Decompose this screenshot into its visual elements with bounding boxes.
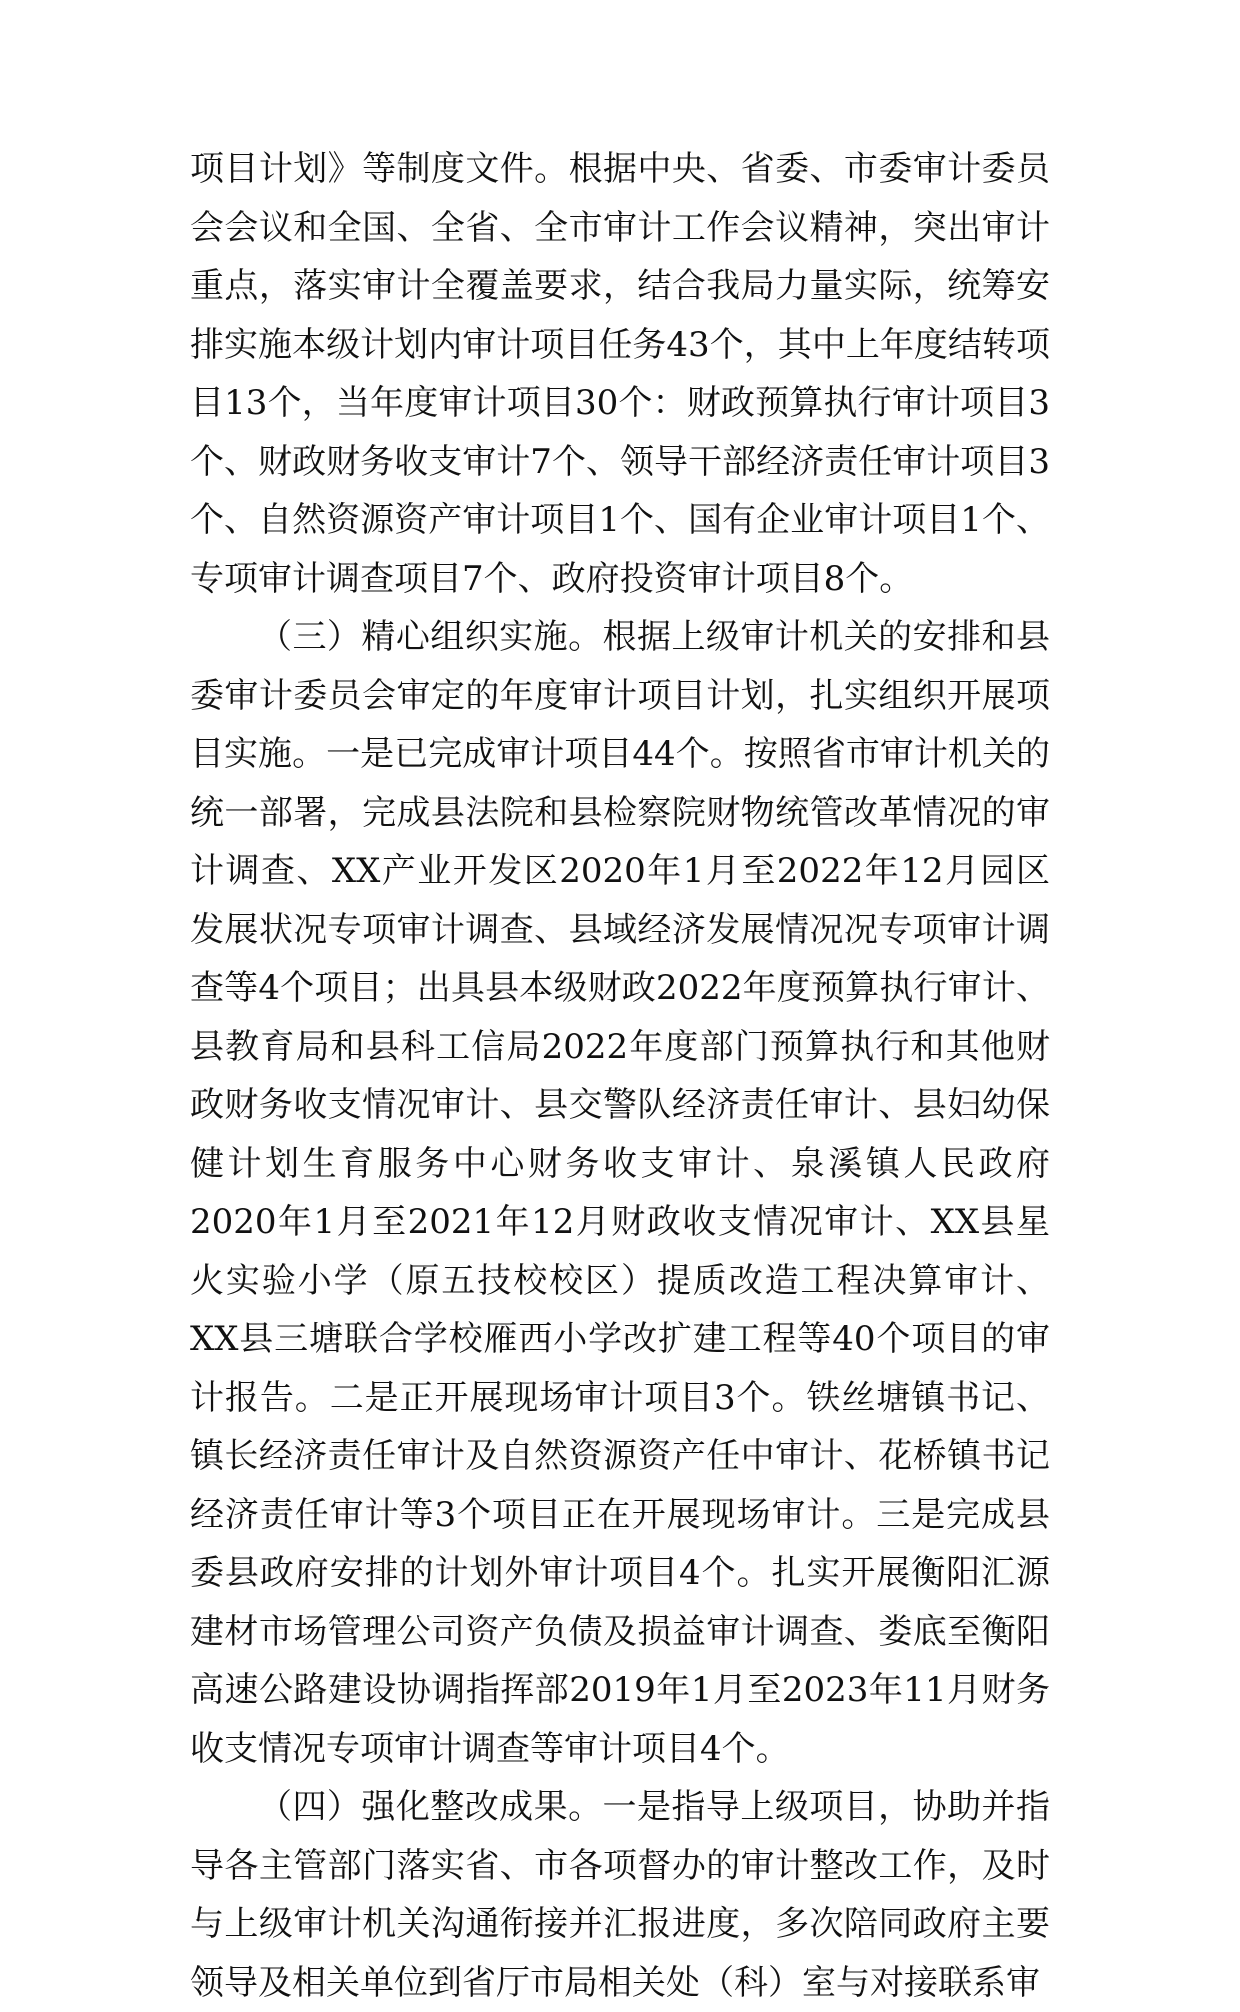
document-body [190, 140, 1050, 2012]
paragraph-section-four: （四）强化整改成果。一是指导上级项目，协助并指导各主管部门落实省、市各项督办的审计整改工作，及时与上级审计机关沟通衔接并汇报进度，多次陪同政府主要领导及相关单位到省厅市局相关处（科）室与对接联系审 [190, 1787, 1050, 2003]
paragraph-plan-summary: 项目计划》等制度文件。根据中央、省委、市委审计委员会会议和全国、全省、全市审计工作会议精神，突出审计重点，落实审计全覆盖要求，结合我局力量实际，统筹安排实施本级计划内审计项目任务43个，其中上年度结转项目13个，当年度审计项目30个：财政预算执行审计项目3个、财政财务收支审计7个、领导干部经济责任审计项目3个、自然资源资产审计项目1个、国有企业审计项目1个、专项审计调查项目7个、政府投资审计项目8个。 [190, 149, 1050, 599]
paragraph-section-three: （三）精心组织实施。根据上级审计机关的安排和县委审计委员会审定的年度审计项目计划，扎实组织开展项目实施。一是已完成审计项目44个。按照省市审计机关的统一部署，完成县法院和县检察院财物统管改革情况的审计调查、XX产业开发区2020年1月至2022年12月园区发展状况专项审计调查、县域经济发展情况况专项审计调查等4个项目；出具县本级财政2022年度预算执行审计、县教育局和县科工信局2022年度部门预算执行和其他财政财务收支情况审计、县交警队经济责任审计、县妇幼保健计划生育服务中心财务收支审计、泉溪镇人民政府2020年1月至2021年12月财政收支情况审计、XX县星火实验小学（原五技校校区）提质改造工程决算审计、XX县三塘联合学校雁西小学改扩建工程等40个项目的审计报告。二是正开展现场审计项目3个。铁丝塘镇书记、镇长经济责任审计及自然资源资产任中审计、花桥镇书记经济责任审计等3个项目正在开展现场审计。三是完成县委县政府安排的计划外审计项目4个。扎实开展衡阳汇源建材市场管理公司资产负债及损益审计调查、娄底至衡阳高速公路建设协调指挥部2019年1月至2023年11月财务收支情况专项审计调查等审计项目4个。 [190, 617, 1050, 1769]
